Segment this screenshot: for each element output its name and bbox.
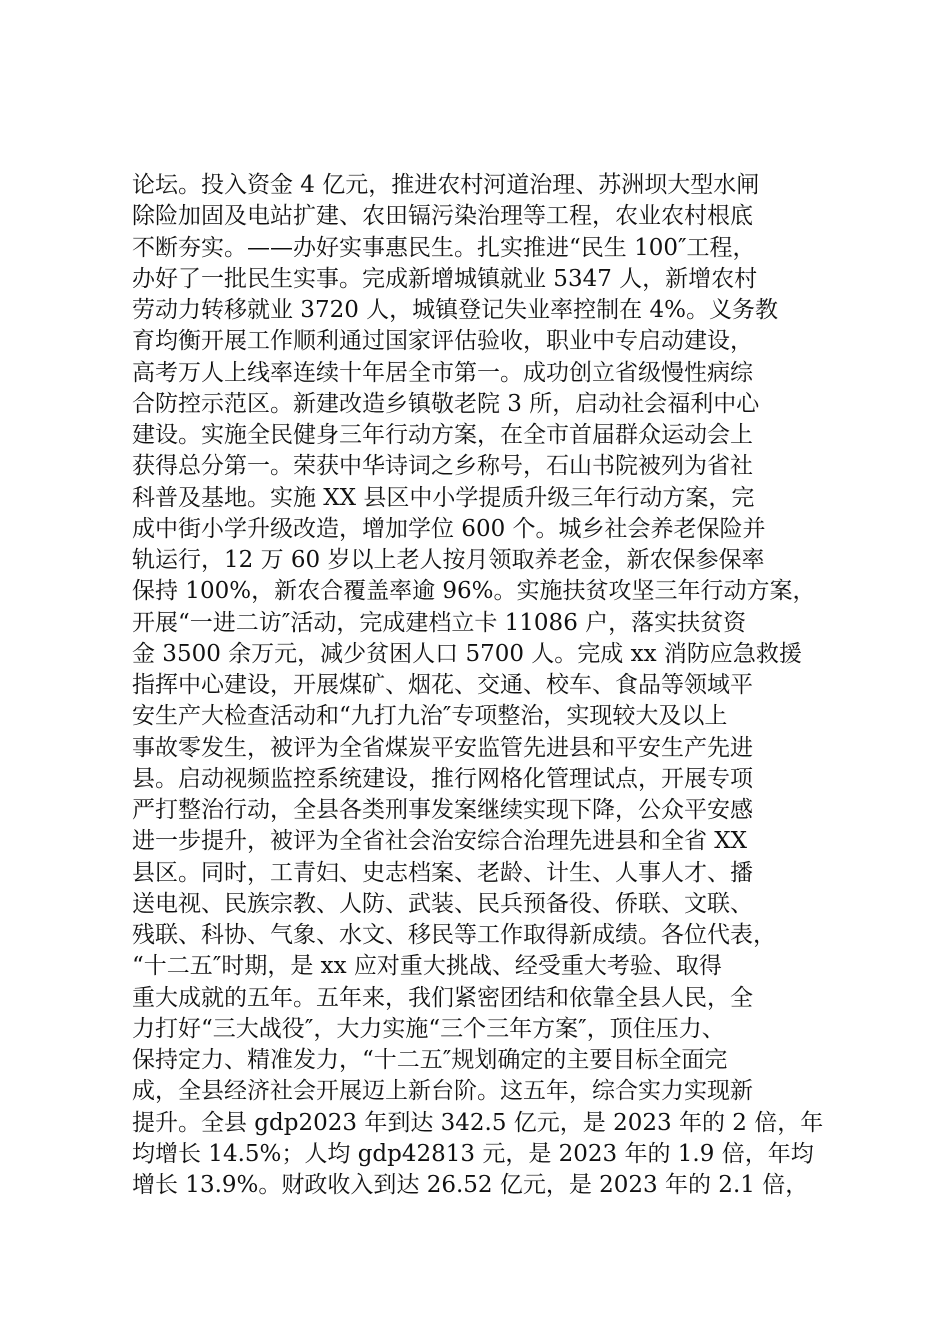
text-line: 力打好“三大战役″，大力实施“三个三年方案″，顶住压力、 [132,1015,725,1042]
text-line: 轨运行，12 万 60 岁以上老人按月领取养老金，新农保参保率 [132,547,765,573]
text-line: 办好了一批民生实事。完成新增城镇就业 5347 人，新增农村 [132,265,758,292]
text-line: 金 3500 余万元，减少贫困人口 5700 人。完成 xx 消防应急救援 [132,640,802,667]
text-line: 进一步提升，被评为全省社会治安综合治理先进县和全省 XX [132,828,748,855]
text-line: 论坛。投入资金 4 亿元，推进农村河道治理、苏洲坝大型水闸 [132,172,760,198]
text-line: 保持定力、精准发力，“十二五″规划确定的主要目标全面完 [132,1047,728,1073]
text-line: 提升。全县 gdp2023 年到达 342.5 亿元，是 2023 年的 2 倍，年 [132,1109,824,1136]
text-line: 严打整治行动，全县各类刑事发案继续实现下降，公众平安感 [132,797,753,823]
text-line: 育均衡开展工作顺利通过国家评估验收，职业中专启动建设， [132,328,753,355]
text-line: 除险加固及电站扩建、农田镉污染治理等工程，农业农村根底 [132,203,753,230]
text-line: 增长 13.9%。财政收入到达 26.52 亿元，是 2023 年的 2.1 倍， [132,1172,809,1198]
text-line: 劳动力转移就业 3720 人，城镇登记失业率控制在 4%。义务教 [132,297,778,323]
text-line: 指挥中心建设，开展煤矿、烟花、交通、校车、食品等领域平 [132,672,753,698]
text-line: 县区。同时，工青妇、史志档案、老龄、计生、人事人才、播 [132,859,753,886]
text-line: 获得总分第一。荣获中华诗词之乡称号，石山书院被列为省社 [132,453,753,480]
text-line: 送电视、民族宗教、人防、武装、民兵预备役、侨联、文联、 [132,890,753,917]
text-line: 保持 100%，新农合覆盖率逾 96%。实施扶贫攻坚三年行动方案， [132,578,816,605]
text-line: 合防控示范区。新建改造乡镇敬老院 3 所，启动社会福利中心 [132,390,760,417]
text-line: 重大成就的五年。五年来，我们紧密团结和依靠全县人民，全 [132,984,753,1011]
text-line: “十二五″时期，是 xx 应对重大挑战、经受重大考验、取得 [132,953,722,980]
text-line: 安生产大检查活动和“九打九治″专项整治，实现较大及以上 [132,703,728,730]
text-line: 高考万人上线率连续十年居全市第一。成功创立省级慢性病综 [132,359,753,386]
text-line: 建设。实施全民健身三年行动方案，在全市首届群众运动会上 [132,422,753,448]
text-line: 科普及基地。实施 XX 县区中小学提质升级三年行动方案，完 [132,484,755,511]
text-line: 不断夯实。——办好实事惠民生。扎实推进“民生 100″工程， [132,234,756,261]
text-line: 均增长 14.5%；人均 gdp42813 元，是 2023 年的 1.9 倍，年均 [132,1140,814,1167]
document-body [132,170,822,1201]
text-line: 事故零发生，被评为全省煤炭平安监管先进县和平安生产先进 [132,734,753,761]
text-line: 县。启动视频监控系统建设，推行网格化管理试点，开展专项 [132,765,753,792]
text-line: 成中街小学升级改造，增加学位 600 个。城乡社会养老保险并 [132,515,766,542]
text-line: 开展“一进二访″活动，完成建档立卡 11086 户，落实扶贫资 [132,609,747,636]
text-line: 成，全县经济社会开展迈上新台阶。这五年，综合实力实现新 [132,1078,753,1105]
text-line: 残联、科协、气象、水文、移民等工作取得新成绩。各位代表， [132,922,776,948]
